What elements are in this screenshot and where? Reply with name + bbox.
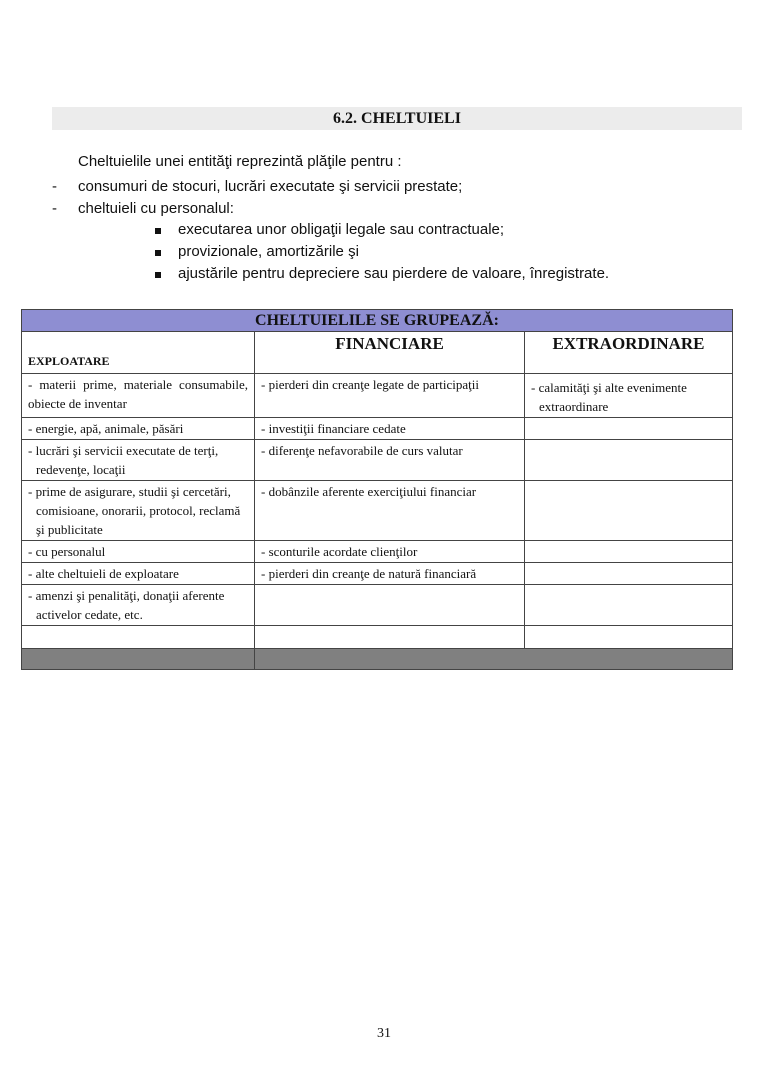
table-cell: - amenzi şi penalităţi, donaţii aferente activelor cedate, etc. (22, 585, 255, 626)
table-cell (525, 563, 733, 585)
column-header-financiare: FINANCIARE (255, 332, 525, 374)
table-cell (525, 418, 733, 440)
table-row (22, 481, 733, 541)
table-cell: - diferenţe nefavorabile de curs valutar (255, 440, 525, 481)
table-cell: - calamităţi şi alte evenimente extraordinare (525, 374, 733, 418)
table-footer-cell (255, 649, 733, 670)
bullet-marker: - (52, 178, 57, 195)
table-cell: - pierderi din creanţe de natură financiară (255, 563, 525, 585)
table-row (22, 563, 733, 585)
bullet-item: consumuri de stocuri, lucrări executate şi servicii prestate; (78, 178, 463, 195)
table-row (22, 585, 733, 626)
table-cell (525, 585, 733, 626)
table-cell: - dobânzile aferente exerciţiului financiar (255, 481, 525, 541)
column-header-exploatare: EXPLOATARE (22, 332, 255, 374)
table-cell (525, 440, 733, 481)
square-bullet-icon (155, 250, 161, 256)
table-row (22, 374, 733, 418)
table-cell: - cu personalul (22, 541, 255, 563)
table-footer-cell (22, 649, 255, 670)
table-cell: - energie, apă, animale, păsări (22, 418, 255, 440)
sub-bullet-item: ajustările pentru depreciere sau pierdere de valoare, înregistrate. (178, 265, 610, 282)
column-header-extraordinare: EXTRAORDINARE (525, 332, 733, 374)
table-cell: - alte cheltuieli de exploatare (22, 563, 255, 585)
table-cell: - lucrări şi servicii executate de terţi, redevenţe, locaţii (22, 440, 255, 481)
page-number: 31 (377, 1026, 391, 1041)
table-cell (525, 541, 733, 563)
table-cell: - investiţii financiare cedate (255, 418, 525, 440)
table-row (22, 626, 733, 649)
table-column-header-row (22, 332, 733, 374)
table-cell (525, 626, 733, 649)
section-title: 6.2. CHELTUIELI (333, 110, 461, 127)
table-cell (525, 481, 733, 541)
table-cell: - sconturile acordate clienţilor (255, 541, 525, 563)
table-footer-row (22, 649, 733, 670)
bullet-item: cheltuieli cu personalul: (78, 200, 234, 217)
table-cell (255, 585, 525, 626)
sub-bullet-item: provizionale, amortizările şi (178, 243, 359, 260)
bullet-marker: - (52, 200, 57, 217)
square-bullet-icon (155, 272, 161, 278)
intro-paragraph: Cheltuielile unei entităţi reprezintă plăţile pentru : (78, 153, 402, 170)
expenses-table (21, 309, 733, 670)
table-row (22, 440, 733, 481)
table-row (22, 418, 733, 440)
table-cell: - pierderi din creanţe legate de participaţii (255, 374, 525, 418)
table-cell (255, 626, 525, 649)
table-cell (22, 626, 255, 649)
table-group-header-row (22, 310, 733, 332)
table-row (22, 541, 733, 563)
sub-bullet-item: executarea unor obligaţii legale sau contractuale; (178, 221, 505, 238)
table-group-header: CHELTUIELILE SE GRUPEAZĂ: (22, 310, 733, 332)
table-cell: - prime de asigurare, studii şi cercetări, comisioane, onorarii, protocol, reclamă şi publicitate (22, 481, 255, 541)
table-cell: - materii prime, materiale consumabile, obiecte de inventar (22, 374, 255, 418)
square-bullet-icon (155, 228, 161, 234)
